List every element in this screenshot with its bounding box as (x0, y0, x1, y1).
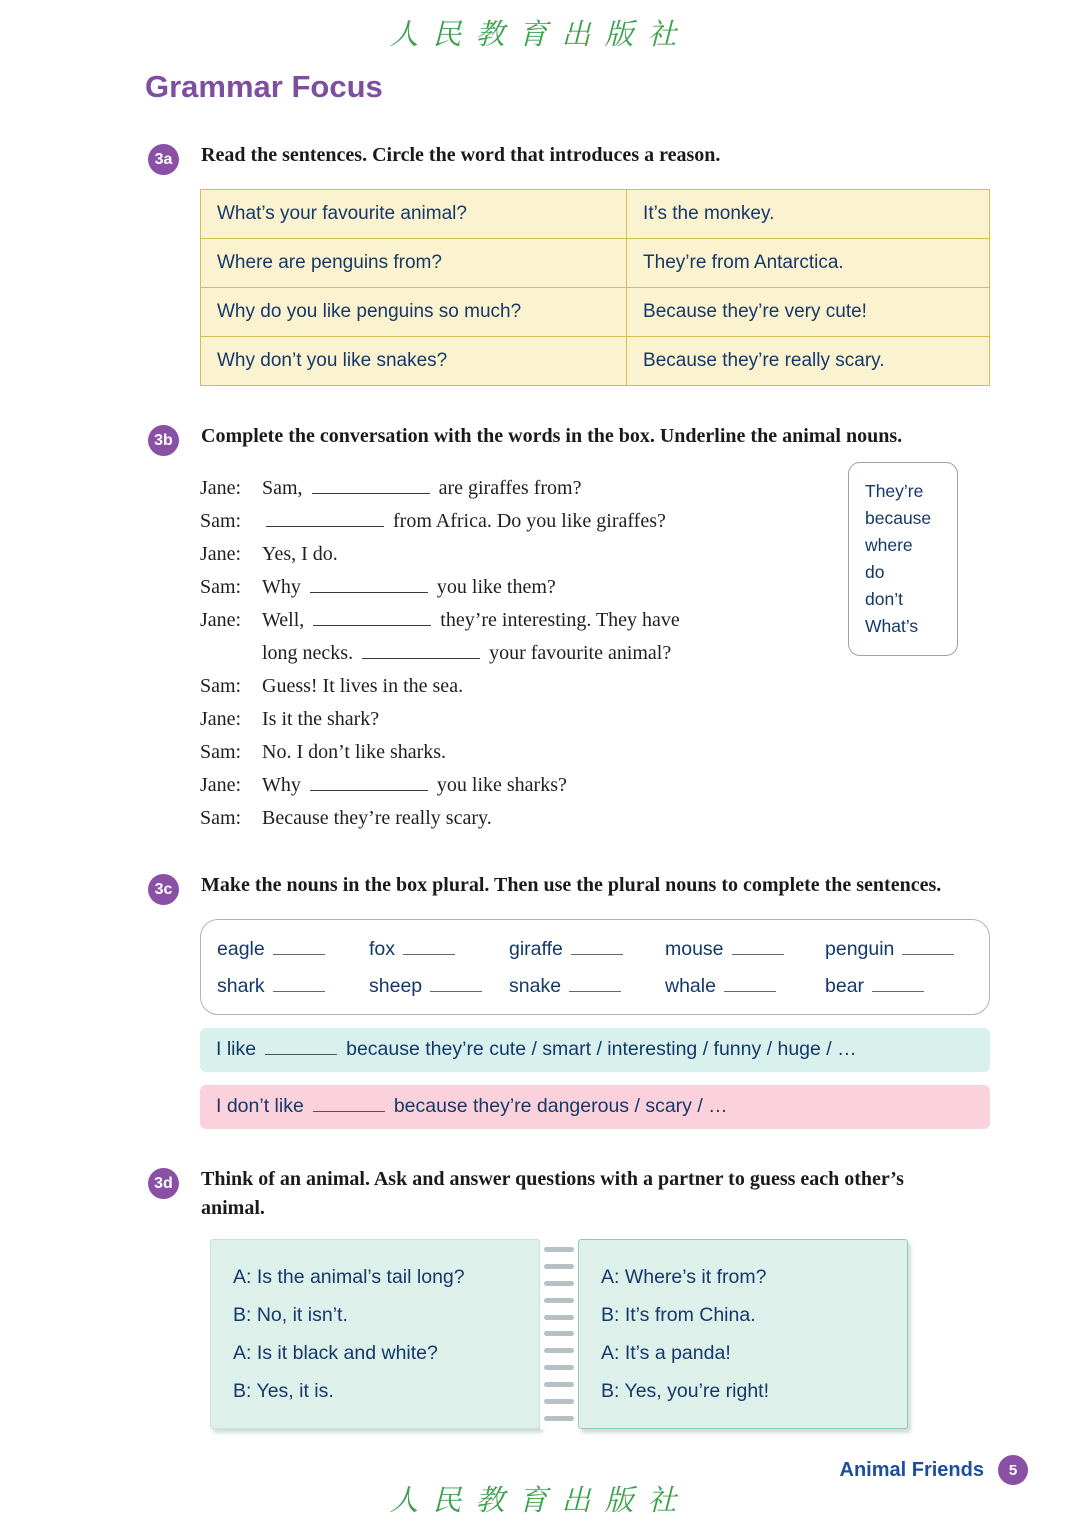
dialogue-line: A: Where’s it from? (601, 1266, 767, 1288)
word-box (848, 462, 958, 656)
publisher-logo-bottom: 人民教育出版社 (389, 1483, 691, 1517)
spiral-ring (544, 1416, 574, 1421)
word-box-item: don’t (865, 589, 903, 609)
dialogue-text: you like sharks? (431, 774, 567, 796)
noun-blank (902, 939, 954, 955)
conversation-line (200, 802, 990, 835)
noun-blank (872, 976, 924, 992)
conversation-line (200, 769, 990, 802)
word-box-item: do (865, 562, 885, 582)
dialogue-text: Guess! It lives in the sea. (262, 675, 464, 697)
answer-cell: Because they’re very cute! (627, 288, 990, 337)
spiral-ring (544, 1399, 574, 1404)
qa-table-body (201, 190, 990, 386)
conversation-line-text (262, 703, 990, 736)
speaker-label: Jane: (200, 708, 242, 730)
section-3b-header (148, 422, 990, 456)
dialogue-text: are giraffes from? (433, 477, 582, 499)
conversation-line-text (262, 769, 990, 802)
noun-label: fox (369, 938, 396, 960)
speaker-label: Jane: (200, 543, 242, 565)
dialogue-right-panel (578, 1239, 908, 1429)
unit-title: Animal Friends (839, 1458, 984, 1481)
section-3d-header (148, 1165, 990, 1223)
noun-label: sheep (369, 975, 423, 997)
dialogue-line: B: Yes, it is. (233, 1380, 334, 1402)
noun-item (217, 938, 369, 961)
section-3d-instruction: Think of an animal. Ask and answer questions with a partner to guess each other’s animal. (201, 1168, 904, 1219)
noun-item (665, 975, 825, 998)
section-3a-body (200, 189, 990, 386)
dislike-sentence-blank (313, 1096, 385, 1112)
spiral-ring (544, 1348, 574, 1353)
speaker-label: Sam: (200, 510, 242, 532)
conversation-line-text (262, 670, 990, 703)
fill-in-blank (312, 475, 430, 494)
speaker-label: Jane: (200, 774, 242, 796)
section-3d-badge: 3d (148, 1168, 179, 1199)
like-sentence-suffix: because they’re cute / smart / interesting / funny / huge / … (346, 1038, 857, 1060)
section-3d (0, 1165, 1080, 1429)
answer-cell: Because they’re really scary. (627, 337, 990, 386)
noun-item (509, 938, 665, 961)
publisher-logo-top: 人民教育出版社 (389, 17, 691, 51)
qa-table-row (201, 190, 990, 239)
dialogue-text: Why (262, 576, 306, 598)
question-cell: What’s your favourite animal? (201, 190, 627, 239)
dialogue-text: you like them? (431, 576, 556, 598)
dialogue-left-panel (210, 1239, 540, 1429)
conversation-line (200, 670, 990, 703)
noun-label: eagle (217, 938, 265, 960)
question-cell: Why do you like penguins so much? (201, 288, 627, 337)
qa-table-row (201, 288, 990, 337)
noun-label: snake (509, 975, 562, 997)
dialogue-line: B: No, it isn’t. (233, 1304, 348, 1326)
word-box-item: because (865, 508, 932, 528)
noun-blank (732, 939, 784, 955)
speaker-label: Sam: (200, 675, 242, 697)
dialogue-text: long necks. (262, 642, 359, 664)
noun-grid (217, 938, 977, 998)
speaker-label: Sam: (200, 741, 242, 763)
speaker-label: Jane: (200, 477, 242, 499)
dialogue-text: Why (262, 774, 306, 796)
dialogue-text: Sam, (262, 477, 308, 499)
section-3c-body (200, 919, 990, 1129)
noun-item (369, 938, 509, 961)
section-3a-header (148, 141, 990, 175)
noun-label: bear (825, 975, 865, 997)
noun-blank (273, 976, 325, 992)
noun-item (509, 975, 665, 998)
dislike-sentence-suffix: because they’re dangerous / scary / … (393, 1095, 728, 1117)
noun-item (369, 975, 509, 998)
spiral-binding-icon (540, 1239, 578, 1429)
noun-item (825, 975, 977, 998)
speaker-label: Jane: (200, 609, 242, 631)
spiral-ring (544, 1247, 574, 1252)
noun-box (200, 919, 990, 1015)
dialogue-line: B: Yes, you’re right! (601, 1380, 770, 1402)
dialogue-text: Yes, I do. (262, 543, 338, 565)
noun-item (825, 938, 977, 961)
noun-item (665, 938, 825, 961)
word-box-item: They’re (865, 481, 924, 501)
noun-blank (571, 939, 623, 955)
dialogue-text: Well, (262, 609, 310, 631)
section-3c-badge: 3c (148, 874, 179, 905)
noun-label: shark (217, 975, 265, 997)
dislike-sentence-prefix: I don’t like (216, 1095, 304, 1117)
spiral-ring (544, 1281, 574, 1286)
dialogue-line: B: It’s from China. (601, 1304, 756, 1326)
spiral-ring (544, 1331, 574, 1336)
dialogue-text: No. I don’t like sharks. (262, 741, 447, 763)
speaker-label: Sam: (200, 576, 242, 598)
dialogue-line: A: Is it black and white? (233, 1342, 438, 1364)
qa-table-row (201, 337, 990, 386)
like-sentence-blank (265, 1039, 337, 1055)
dialogue-line: A: It’s a panda! (601, 1342, 731, 1364)
page-title: Grammar Focus (145, 69, 383, 104)
dislike-sentence (200, 1085, 990, 1129)
spiral-ring (544, 1382, 574, 1387)
section-3c-header (148, 871, 990, 905)
noun-blank (569, 976, 621, 992)
dialogue-text: they’re interesting. They have (435, 609, 680, 631)
noun-blank (430, 976, 482, 992)
question-cell: Where are penguins from? (201, 239, 627, 288)
noun-label: whale (665, 975, 716, 997)
conversation-line (200, 703, 990, 736)
qa-table (200, 189, 990, 386)
fill-in-blank (310, 772, 428, 791)
section-3a-instruction: Read the sentences. Circle the word that introduces a reason. (201, 144, 721, 166)
noun-label: penguin (825, 938, 895, 960)
dialogue-text: Is it the shark? (262, 708, 380, 730)
like-sentence (200, 1028, 990, 1072)
word-box-item: where (865, 535, 913, 555)
spiral-ring (544, 1264, 574, 1269)
dialogue-line: A: Is the animal’s tail long? (233, 1266, 465, 1288)
section-3c-instruction: Make the nouns in the box plural. Then use the plural nouns to complete the sentences. (201, 874, 942, 896)
dialogue-text: your favourite animal? (484, 642, 672, 664)
noun-blank (273, 939, 325, 955)
section-3a-badge: 3a (148, 144, 179, 175)
fill-in-blank (313, 607, 431, 626)
question-cell: Why don’t you like snakes? (201, 337, 627, 386)
conversation-line (200, 736, 990, 769)
noun-label: mouse (665, 938, 724, 960)
word-box-item: What’s (865, 616, 919, 636)
dialogue-text: from Africa. Do you like giraffes? (388, 510, 666, 532)
noun-blank (403, 939, 455, 955)
section-3c (0, 871, 1080, 1129)
dialogue-notebook (210, 1239, 990, 1429)
page-number-badge: 5 (998, 1455, 1028, 1485)
noun-item (217, 975, 369, 998)
section-3d-body (200, 1239, 990, 1429)
noun-label: giraffe (509, 938, 563, 960)
noun-blank (724, 976, 776, 992)
speaker-label: Sam: (200, 807, 242, 829)
section-3b-body (200, 472, 990, 835)
speaker-label (200, 637, 262, 670)
conversation-line-text (262, 736, 990, 769)
like-sentence-prefix: I like (216, 1038, 257, 1060)
spiral-ring (544, 1365, 574, 1370)
word-box-list (865, 478, 951, 640)
fill-in-blank (266, 508, 384, 527)
section-3b-badge: 3b (148, 425, 179, 456)
qa-table-row (201, 239, 990, 288)
section-3b-instruction: Complete the conversation with the words in the box. Underline the animal nouns. (201, 425, 903, 447)
fill-in-blank (362, 640, 480, 659)
fill-in-blank (310, 574, 428, 593)
dialogue-text: Because they’re really scary. (262, 807, 492, 829)
spiral-ring (544, 1315, 574, 1320)
section-3a (0, 141, 1080, 386)
answer-cell: They’re from Antarctica. (627, 239, 990, 288)
section-3b (0, 422, 1080, 835)
answer-cell: It’s the monkey. (627, 190, 990, 239)
spiral-ring (544, 1298, 574, 1303)
conversation-line-text (262, 802, 990, 835)
